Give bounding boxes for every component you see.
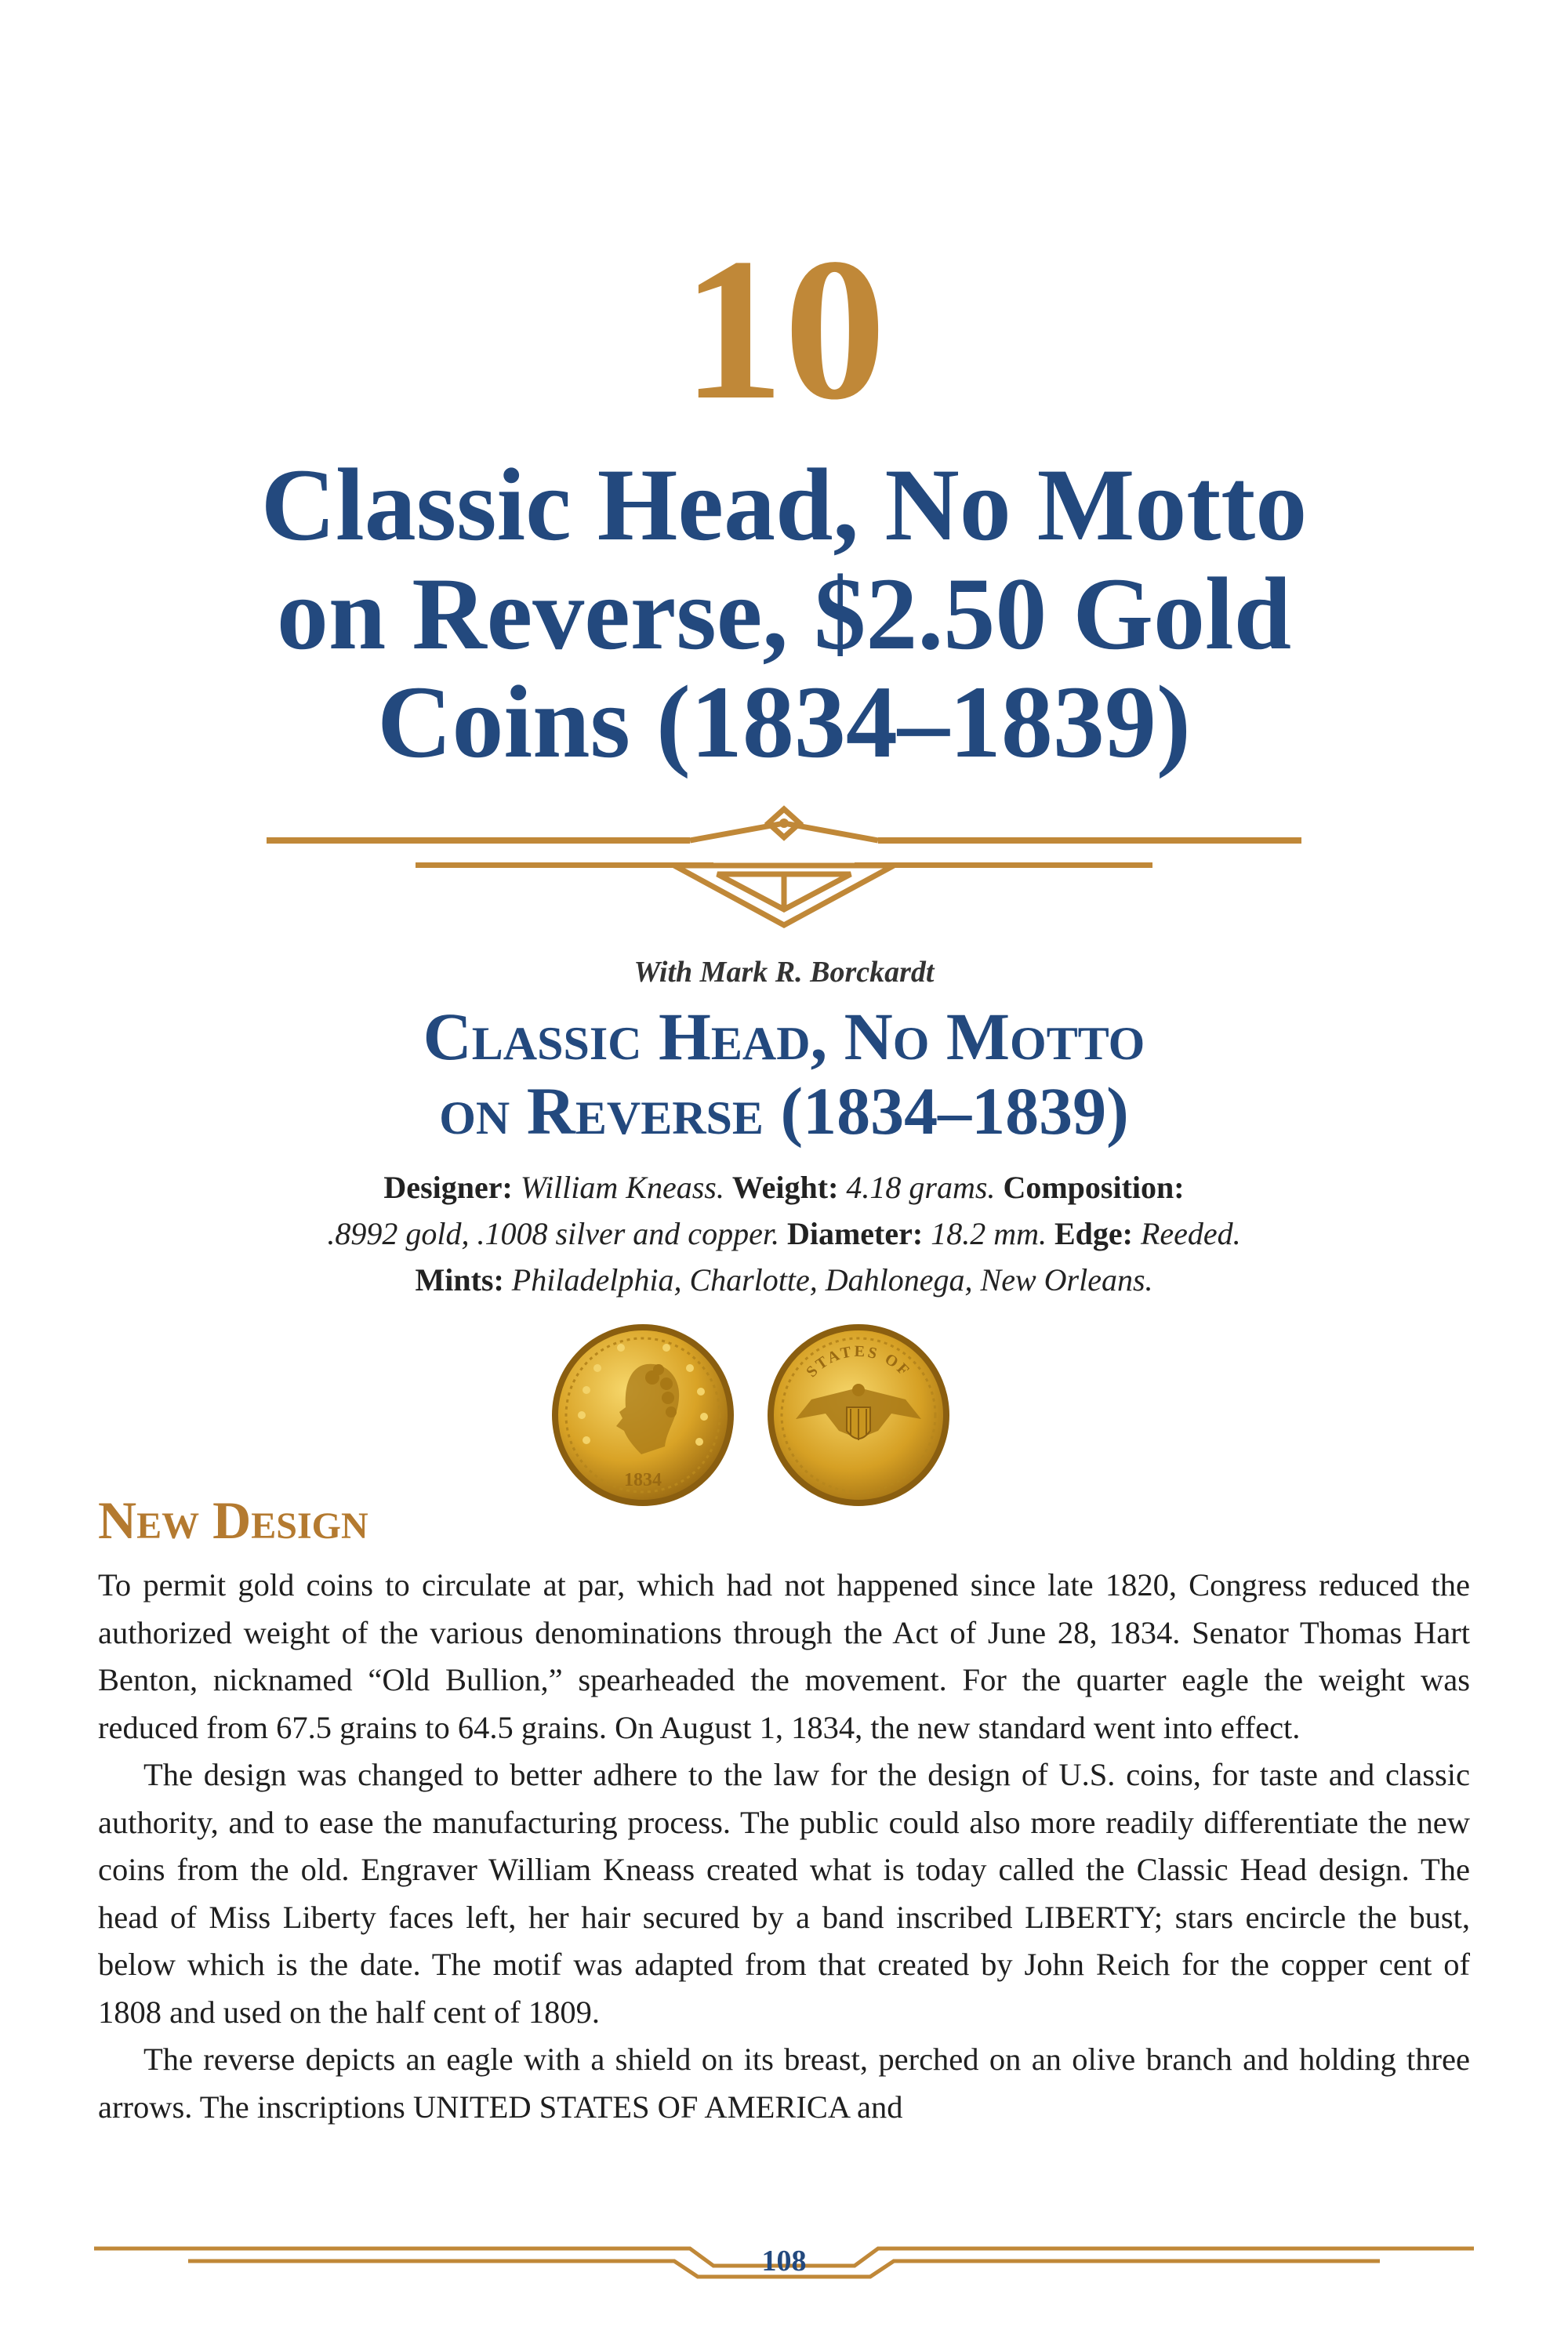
designer-value: William Kneass. <box>520 1170 724 1205</box>
chapter-title-line-3: Coins (1834–1839) <box>377 664 1191 780</box>
diameter-value: 18.2 mm. <box>931 1216 1047 1252</box>
composition-value: .8992 gold, .1008 silver and copper. <box>327 1216 779 1252</box>
chapter-title-line-2: on Reverse, $2.50 Gold <box>276 555 1292 671</box>
obverse-date: 1834 <box>624 1470 662 1490</box>
coin-images <box>549 1321 988 1509</box>
weight-label: Weight: <box>731 1170 839 1205</box>
mints-value: Philadelphia, Charlotte, Dahlonega, New Orleans. <box>511 1262 1153 1298</box>
new-design-heading: New Design <box>98 1490 368 1550</box>
reverse-legend: STATES OF <box>803 1342 914 1381</box>
section-title <box>0 1000 1568 1148</box>
byline: With Mark R. Borckardt <box>633 956 935 989</box>
body-paragraph-3: The reverse depicts an eagle with a shield on its breast, perched on an olive branch and holding three arrows. The inscriptions UNITED STATES OF AMERICA and <box>98 2042 1470 2125</box>
title-ornament <box>267 800 1301 933</box>
new-design-body <box>98 1562 1470 2131</box>
coin-specifications <box>157 1164 1411 1304</box>
edge-label: Edge: <box>1054 1216 1133 1252</box>
body-paragraph-1: To permit gold coins to circulate at par, which had not happened since late 1820, Congress reduced the authorized weight of the various denominations through the Act of June 28, 1834. Senator Thomas Hart Benton, nicknamed “Old Bullion,” spearheaded the movement. For the quarter eagle the weight was reduced from 67.5 grains to 64.5 grains. On August 1, 1834, the new standard went into effect. <box>98 1567 1470 1745</box>
page-number: 108 <box>761 2245 807 2278</box>
composition-label: Composition: <box>1003 1170 1185 1205</box>
chapter-title-line-1: Classic Head, No Motto <box>260 447 1308 562</box>
edge-value: Reeded. <box>1140 1216 1241 1252</box>
designer-label: Designer: <box>383 1170 513 1205</box>
chapter-number: 10 <box>682 216 886 442</box>
section-title-line-2: on Reverse (1834–1839) <box>439 1073 1129 1149</box>
section-title-line-1: Classic Head, No Motto <box>423 999 1145 1074</box>
weight-value: 4.18 grams. <box>846 1170 996 1205</box>
reverse-coin-image <box>764 1321 953 1509</box>
diameter-label: Diameter: <box>786 1216 924 1252</box>
mints-label: Mints: <box>415 1262 504 1298</box>
obverse-coin-image <box>549 1321 737 1509</box>
chapter-title <box>102 447 1466 780</box>
body-paragraph-2: The design was changed to better adhere to the law for the design of U.S. coins, for taste and classic authority, and to ease the manufacturing process. The public could also more readily differentiate the new coins from the old. Engraver William Kneass created what is today called the Classic Head design. The head of Miss Liberty faces left, her hair secured by a band inscribed LIBERTY; stars encircle the bust, below which is the date. The motif was adapted from that created by John Reich for the copper cent of 1808 and used on the half cent of 1809. <box>98 1757 1470 2030</box>
